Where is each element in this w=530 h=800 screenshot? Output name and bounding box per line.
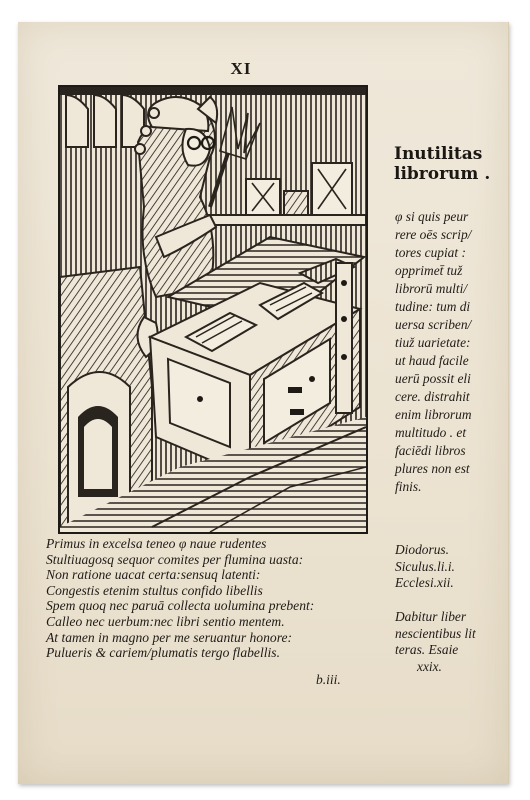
verse-text [46, 536, 386, 661]
marginal-title [394, 144, 514, 184]
commentary-line: uersa scriben/ [395, 317, 472, 332]
commentary-line: faciēdi libros [395, 443, 466, 458]
verse-line: Spem quoq nec paruā collecta uolumina prebent: [46, 598, 315, 614]
commentary-line: librorū multi/ [395, 281, 468, 296]
reference-line: teras. Esaie [395, 642, 459, 657]
commentary-line: tores cupiat : [395, 245, 466, 260]
commentary-line: plures non est [395, 461, 470, 476]
marginal-title-line: Inutilitas [394, 144, 483, 164]
marginal-reference-diodorus [395, 542, 455, 592]
marginal-reference-esaie [395, 609, 476, 675]
commentary-line: enim librorum [395, 407, 472, 422]
reference-line: xxix. [417, 658, 442, 674]
reference-line: Diodorus. [395, 542, 449, 557]
reference-line: Dabitur liber [395, 609, 467, 624]
commentary-line: ut haud facile [395, 353, 469, 368]
woodcut-illustration [58, 85, 368, 534]
signature-mark: b.iii. [316, 672, 341, 687]
verse-line: Calleo nec uerbum:nec libri sentio mentem. [46, 613, 285, 629]
commentary-line: tiuž uarietate: [395, 335, 471, 350]
commentary-line: multitudo . et [395, 425, 467, 440]
marginal-commentary [395, 208, 515, 496]
reference-line: Ecclesi.xii. [395, 575, 454, 590]
commentary-line: finis. [395, 479, 422, 494]
marginal-title-line: librorum . [394, 164, 491, 184]
reference-line: Siculus.li.i. [395, 558, 455, 574]
folio-number: XI [230, 59, 252, 78]
verse-line: Pulueris & cariem/plumatis tergo flabellis. [46, 645, 280, 661]
commentary-line: opprimet̄ tuž [395, 263, 463, 278]
commentary-line: uerū possit eli [395, 371, 471, 386]
book-page [18, 22, 509, 784]
commentary-line: φ si quis peur [395, 209, 469, 224]
verse-line: Congestis etenim stultus confido libellis [46, 582, 263, 598]
commentary-line: tudine: tum di [395, 299, 471, 314]
commentary-line: rere oēs scrip/ [395, 227, 472, 242]
reference-line: nescientibus lit [395, 625, 476, 641]
commentary-line: cere. distrahit [395, 389, 470, 404]
verse-line: Stultiuagosq sequor comites per flumina uasta: [46, 551, 304, 567]
verse-line: At tamen in magno per me seruantur honore: [46, 629, 293, 645]
verse-line: Primus in excelsa teneo φ naue rudentes [46, 536, 267, 551]
verse-line: Non ratione uacat certa:sensuq latenti: [46, 567, 261, 583]
